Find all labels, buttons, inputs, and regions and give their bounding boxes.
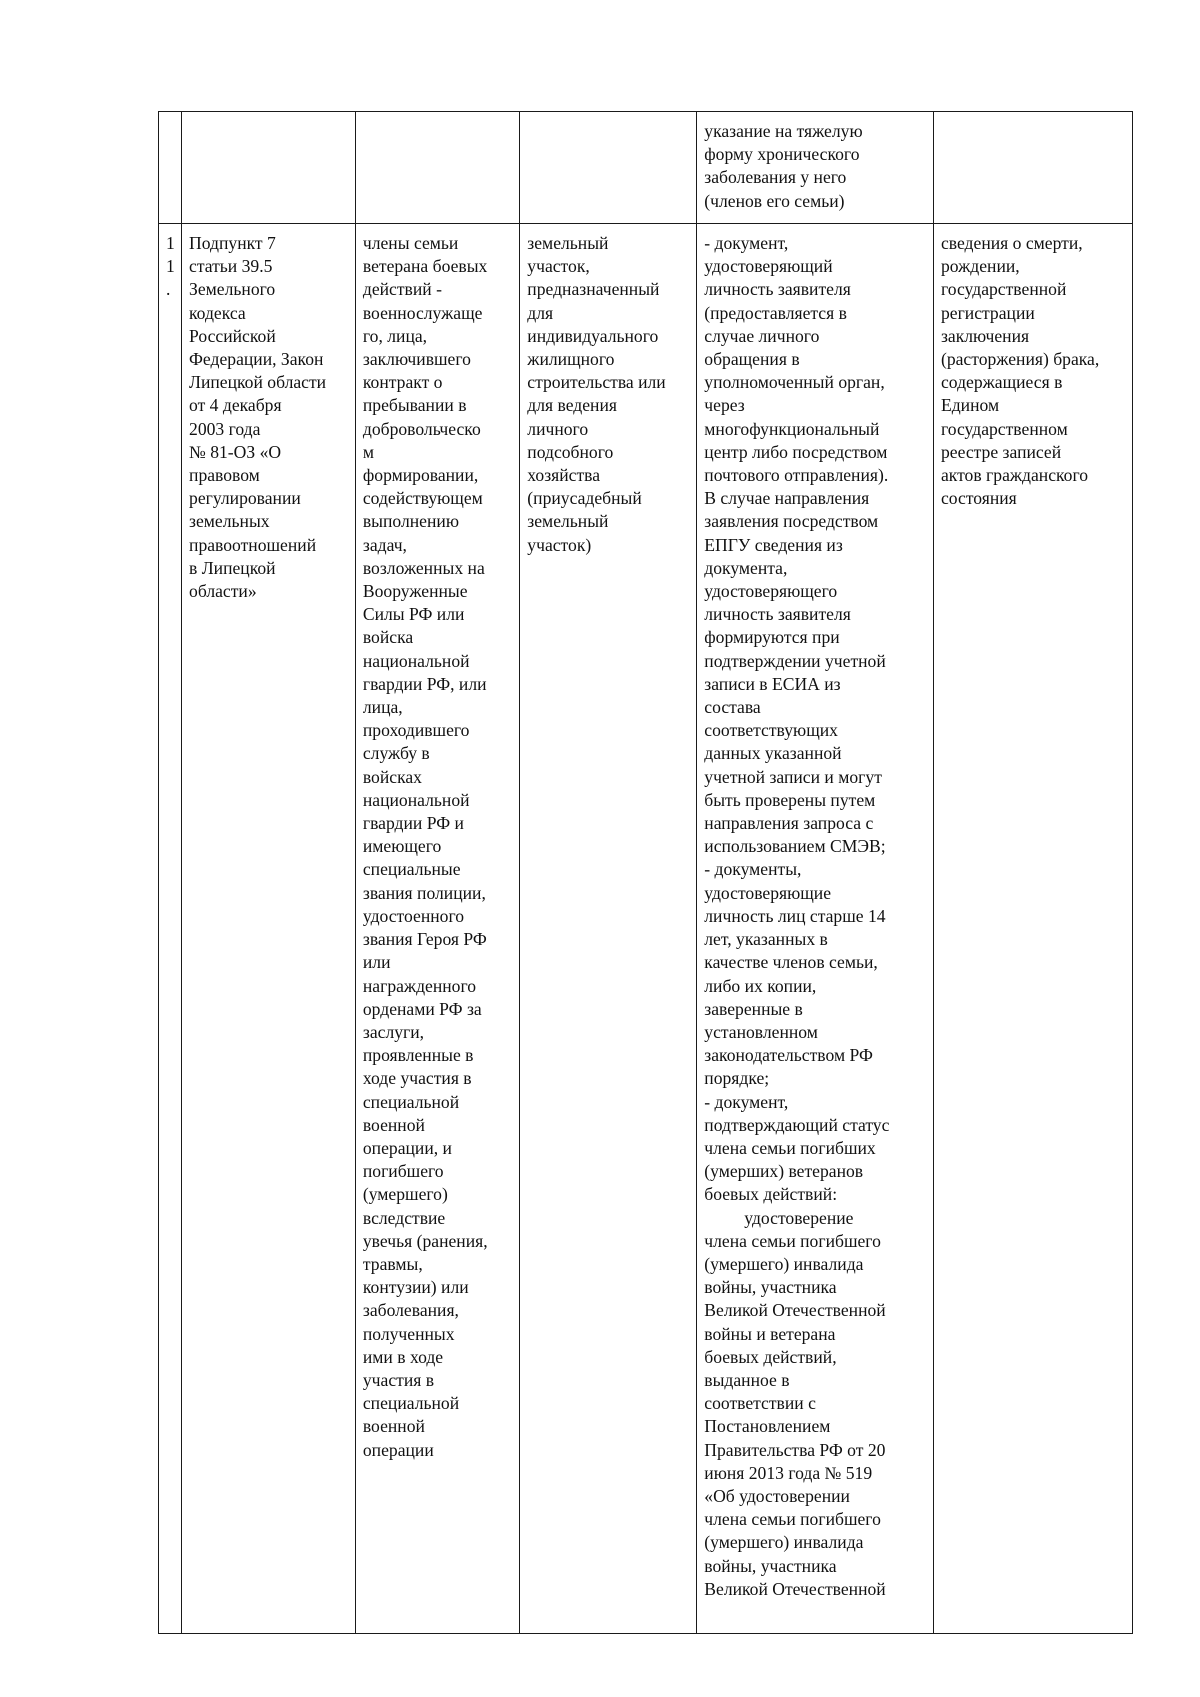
cell-text-line: документа, xyxy=(704,557,788,578)
cell-text-line: (умерших) ветеранов xyxy=(704,1161,864,1182)
cell-text-line: заявления посредством xyxy=(704,511,879,532)
cell-text-line: подтверждении учетной xyxy=(704,650,886,671)
cell-text-line: (умершего) xyxy=(362,1184,448,1205)
cell-text-line: июня 2013 года № 519 xyxy=(704,1462,873,1483)
cell-text-line: контузии) или xyxy=(362,1277,469,1298)
cell-text-line: орденами РФ за xyxy=(362,998,482,1019)
cell-text-line: состояния xyxy=(940,488,1017,509)
row-number: 11. xyxy=(166,233,175,300)
cell-text-line: операции xyxy=(362,1439,434,1460)
cell-text-line: (предоставляется в xyxy=(704,302,847,323)
cell-text-line: форму хронического xyxy=(704,144,860,165)
cell-text-line: гвардии РФ, или xyxy=(362,673,487,694)
cell-text-line: порядке; xyxy=(704,1068,770,1089)
cell-row-number xyxy=(159,224,182,1634)
cell-text-line: строительства или xyxy=(527,372,666,393)
cell-text-line: законодательством РФ xyxy=(704,1045,873,1066)
cell-text-line: предназначенный xyxy=(527,279,660,300)
cell-text-line: регулировании xyxy=(189,488,301,509)
cell-text-line: ходе участия в xyxy=(362,1068,472,1089)
cell-text-line: (членов его семьи) xyxy=(704,190,845,211)
cell-text-line: (умершего) инвалида xyxy=(704,1532,864,1553)
cell-text-line: установленном xyxy=(704,1021,818,1042)
cell-text-line: заключившего xyxy=(362,349,471,370)
cell-text-line: Российской xyxy=(189,325,276,346)
cell-text-line: указание на тяжелую xyxy=(704,121,863,141)
cell-text-line: направления запроса с xyxy=(704,813,874,834)
cell-land-plot xyxy=(520,224,697,1634)
cell-text-line: удостоверяющий xyxy=(704,256,833,277)
cell-text-line: - документ, xyxy=(704,1091,789,1112)
cell-text-line: кодекса xyxy=(189,302,246,323)
cell-text-line: войсках xyxy=(362,766,422,787)
cell-text-line: гвардии РФ и xyxy=(362,813,464,834)
cell-text-line: (расторжения) брака, xyxy=(940,349,1100,370)
cell-text-line: Правительства РФ от 20 xyxy=(704,1439,886,1460)
cell-text-line: специальные xyxy=(362,859,461,880)
cell-text-line: быть проверены путем xyxy=(704,789,876,810)
cell-text-line: земельный xyxy=(527,233,609,253)
cell-text-line: вследствие xyxy=(362,1207,446,1228)
cell-text-line: Постановлением xyxy=(704,1416,831,1437)
cell-text-line: данных указанной xyxy=(704,743,842,764)
cell-text-line: - документ, xyxy=(704,233,789,253)
cell-text-line: заболевания у него xyxy=(704,167,847,188)
cell-text-line: увечья (ранения, xyxy=(362,1230,488,1251)
cell-text-line: военной xyxy=(362,1416,425,1437)
cell-text-line: заболевания, xyxy=(362,1300,459,1321)
cell-text-line: обращения в xyxy=(704,349,800,370)
cell-registry-empty xyxy=(933,112,1132,224)
cell-text-line: качестве членов семьи, xyxy=(704,952,878,973)
cell-registry-info xyxy=(933,224,1132,1634)
cell-text-line: государственном xyxy=(940,418,1068,439)
cell-text-line: действий - xyxy=(362,279,442,300)
cell-text-line: добровольческо xyxy=(362,418,481,439)
cell-text-line: земельный xyxy=(527,511,609,532)
cell-text-line: Силы РФ или xyxy=(362,604,465,625)
cell-text-line: имеющего xyxy=(362,836,442,857)
cell-text-line: военнослужаще xyxy=(362,302,483,323)
cell-text-line: контракт о xyxy=(362,372,443,393)
cell-text-line: награжденного xyxy=(362,975,477,996)
cell-text-line: многофункциональный xyxy=(704,418,880,439)
cell-text-line: войска xyxy=(362,627,414,648)
cell-text-line: специальной xyxy=(362,1393,460,1414)
cell-text-line: случае личного xyxy=(704,325,820,346)
cell-text-line: национальной xyxy=(362,650,470,671)
cell-text-line: состава xyxy=(704,697,761,718)
cell-text-line: национальной xyxy=(362,789,470,810)
cell-text-line: заверенные в xyxy=(704,998,803,1019)
cell-text-line: Липецкой области xyxy=(189,372,327,393)
cell-legal-basis xyxy=(182,224,356,1634)
cell-text-line: актов гражданского xyxy=(940,465,1089,486)
cell-text-line: травмы, xyxy=(362,1253,423,1274)
cell-text-line: формируются при xyxy=(704,627,840,648)
cell-text-line: Вооруженные xyxy=(362,581,468,602)
cell-text-line: индивидуального xyxy=(527,325,659,346)
cell-text-line: от 4 декабря xyxy=(189,395,282,416)
cell-text-line: члены семьи xyxy=(362,233,459,253)
cell-text-line: звания Героя РФ xyxy=(362,929,487,950)
cell-number-empty xyxy=(159,112,182,224)
cell-text-line: специальной xyxy=(362,1091,460,1112)
cell-text-line: жилищного xyxy=(527,349,615,370)
cell-text-line: «Об удостоверении xyxy=(704,1485,850,1506)
cell-text-line: (приусадебный xyxy=(527,488,642,509)
cell-text-line: статьи 39.5 xyxy=(189,256,273,277)
cell-text-line: уполномоченный орган, xyxy=(704,372,885,393)
cell-land-plot-empty xyxy=(520,112,697,224)
cell-text-line: выданное в xyxy=(704,1369,790,1390)
cell-text-line: Подпункт 7 xyxy=(189,233,276,253)
cell-text-line: содержащиеся в xyxy=(940,372,1063,393)
cell-text-line: либо их копии, xyxy=(704,975,817,996)
cell-text-line: содействующем xyxy=(362,488,483,509)
cell-text-line: почтового отправления). xyxy=(704,465,889,486)
cell-text-line: участия в xyxy=(362,1369,435,1390)
cell-text-line: Федерации, Закон xyxy=(189,349,324,370)
cell-text-line: пребывании в xyxy=(362,395,467,416)
cell-text-line: личного xyxy=(527,418,589,439)
cell-text-line: хозяйства xyxy=(527,465,601,486)
cell-text-line: личность заявителя xyxy=(704,604,851,625)
cell-text-line: области» xyxy=(189,581,257,602)
cell-text-line: Едином xyxy=(940,395,1000,416)
cell-text-line: ими в ходе xyxy=(362,1346,444,1367)
cell-applicant-category xyxy=(355,224,519,1634)
cell-text-line: боевых действий, xyxy=(704,1346,837,1367)
cell-text-line: боевых действий: xyxy=(704,1184,838,1205)
cell-text-line: В случае направления xyxy=(704,488,870,509)
cell-text-line: лет, указанных в xyxy=(704,929,828,950)
cell-text-line: возложенных на xyxy=(362,557,485,578)
cell-text-line: регистрации xyxy=(940,302,1035,323)
cell-text-line: м xyxy=(362,441,375,462)
cell-text-line: № 81-ОЗ «О xyxy=(189,441,282,462)
cell-text-line: реестре записей xyxy=(940,441,1062,462)
cell-text-line: Великой Отечественной xyxy=(704,1578,886,1599)
cell-text-line: погибшего xyxy=(362,1161,444,1182)
cell-text-line: участок, xyxy=(527,256,590,277)
cell-text-line: подтверждающий статус xyxy=(704,1114,890,1135)
cell-text-line: государственной xyxy=(940,279,1067,300)
cell-text-line: записи в ЕСИА из xyxy=(704,673,841,694)
cell-text-line: личность заявителя xyxy=(704,279,851,300)
cell-text-line: для xyxy=(527,302,554,323)
cell-text-line: 2003 года xyxy=(189,418,261,439)
cell-text-line: Великой Отечественной xyxy=(704,1300,886,1321)
cell-text-line: заслуги, xyxy=(362,1021,425,1042)
cell-text-line: войны и ветерана xyxy=(704,1323,836,1344)
cell-text-line: службу в xyxy=(362,743,430,764)
table-row-11 xyxy=(159,224,1133,1634)
cell-text-line: или xyxy=(362,952,391,973)
cell-text-line: (умершего) инвалида xyxy=(704,1253,864,1274)
cell-text-line: го, лица, xyxy=(362,325,428,346)
cell-text-line: войны, участника xyxy=(704,1555,837,1576)
data-table xyxy=(158,111,1133,1634)
cell-text-line: рождении, xyxy=(940,256,1020,277)
cell-text-line: через xyxy=(704,395,745,416)
cell-text-line: правоотношений xyxy=(189,534,317,555)
cell-text-line: использованием СМЭВ; xyxy=(704,836,886,857)
cell-text-line: проявленные в xyxy=(362,1045,474,1066)
cell-text-line: выполнению xyxy=(362,511,459,532)
cell-text-line: личность лиц старше 14 xyxy=(704,905,886,926)
cell-text-line: участок) xyxy=(527,534,592,555)
cell-documents-continued xyxy=(697,112,934,224)
cell-text-line: соответствующих xyxy=(704,720,838,741)
cell-text-line: Земельного xyxy=(189,279,276,300)
cell-text-line: - документы, xyxy=(704,859,802,880)
cell-text-line: в Липецкой xyxy=(189,557,276,578)
cell-text-line: операции, и xyxy=(362,1137,452,1158)
cell-category-empty xyxy=(355,112,519,224)
cell-text-line: заключения xyxy=(940,325,1030,346)
cell-text-line: ветерана боевых xyxy=(362,256,488,277)
cell-text-line: задач, xyxy=(362,534,407,555)
cell-text-line: сведения о смерти, xyxy=(940,233,1083,253)
cell-text-line: подсобного xyxy=(527,441,614,462)
cell-text-line: войны, участника xyxy=(704,1277,837,1298)
cell-text-line: ЕПГУ сведения из xyxy=(704,534,843,555)
cell-text-line: удостоверяющие xyxy=(704,882,832,903)
cell-text-line: правовом xyxy=(189,465,260,486)
cell-text-line: удостоверяющего xyxy=(704,581,838,602)
cell-text-line: полученных xyxy=(362,1323,455,1344)
cell-text-line: учетной записи и могут xyxy=(704,766,882,787)
cell-text-line: центр либо посредством xyxy=(704,441,888,462)
cell-text-line: члена семьи погибшего xyxy=(704,1509,881,1530)
cell-text-line: члена семьи погибшего xyxy=(704,1230,881,1251)
cell-text-line: формировании, xyxy=(362,465,479,486)
cell-text-line: удостоенного xyxy=(362,905,465,926)
cell-text-line: лица, xyxy=(362,697,403,718)
cell-text-line: звания полиции, xyxy=(362,882,486,903)
cell-text-line: военной xyxy=(362,1114,425,1135)
cell-text-line: члена семьи погибших xyxy=(704,1137,876,1158)
cell-text-line: соответствии с xyxy=(704,1393,816,1414)
cell-text-line: проходившего xyxy=(362,720,470,741)
cell-basis-empty xyxy=(182,112,356,224)
cell-required-documents xyxy=(697,224,934,1634)
table-row-continued xyxy=(159,112,1133,224)
cell-text-line: удостоверение xyxy=(744,1207,854,1228)
cell-text-line: для ведения xyxy=(527,395,617,416)
cell-text-line: земельных xyxy=(189,511,270,532)
